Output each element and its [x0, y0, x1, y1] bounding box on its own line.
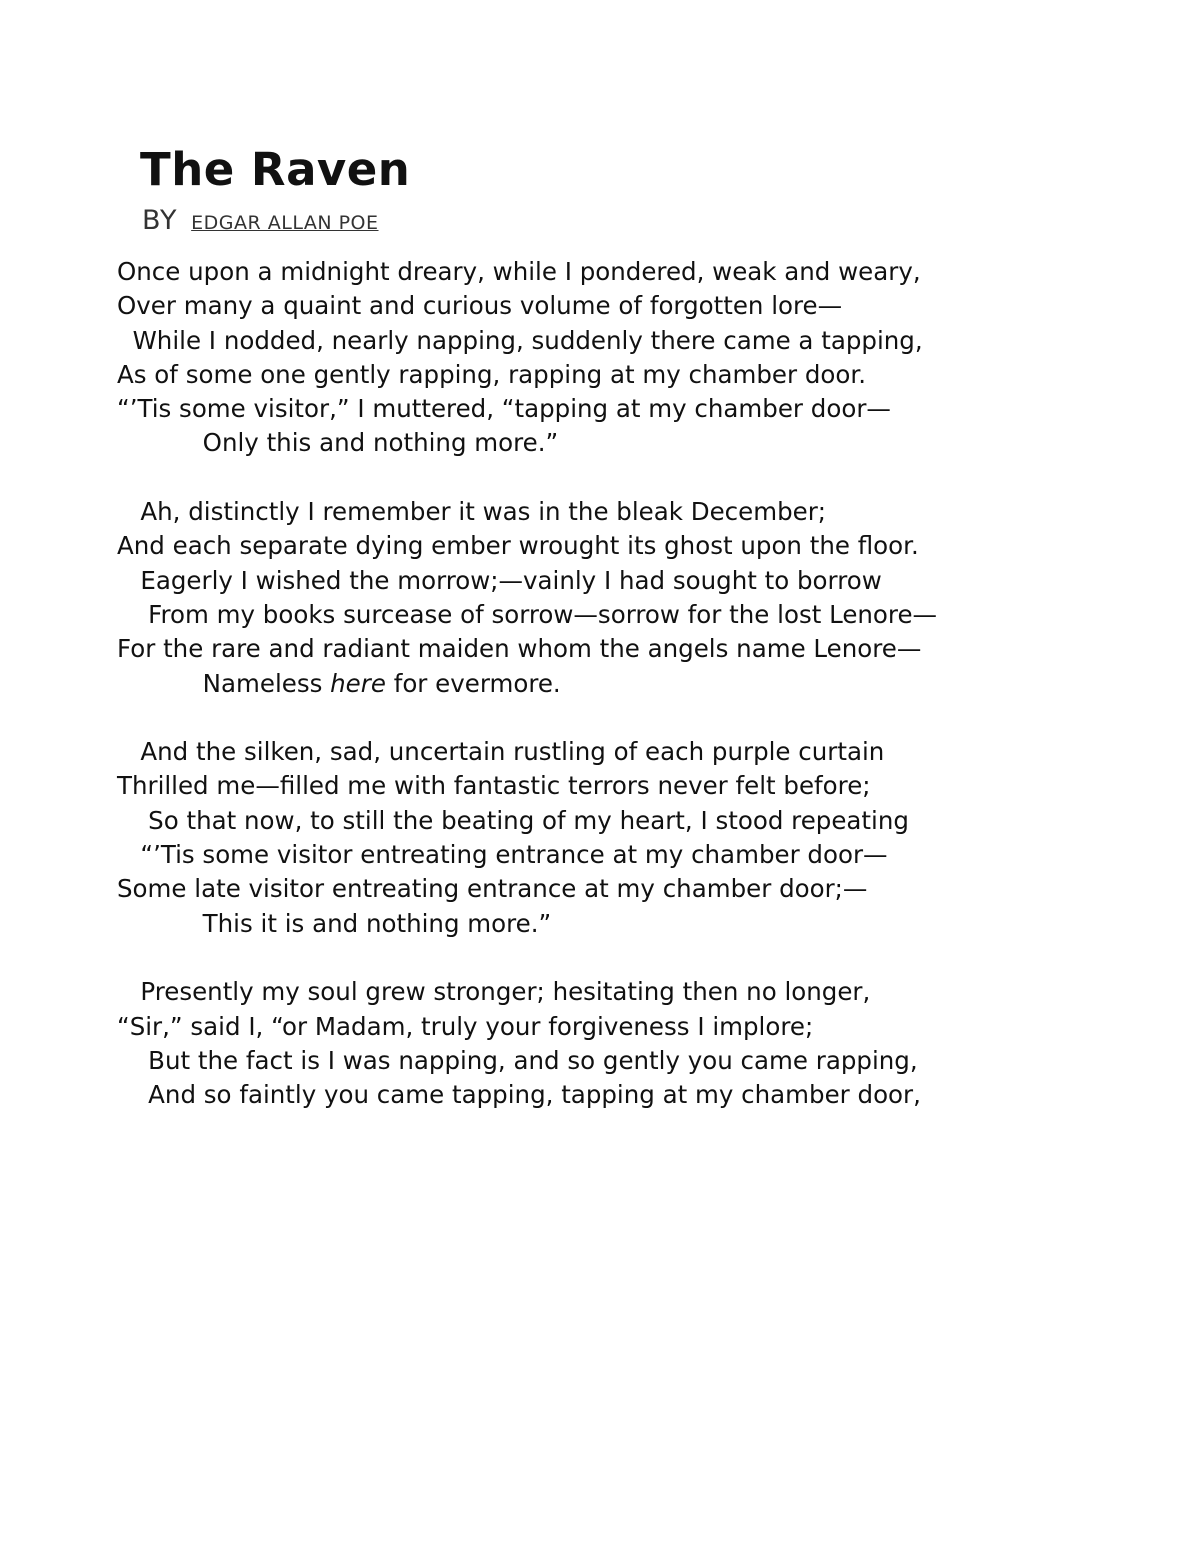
poem-line: Thrilled me—filled me with fantastic terrors never felt before;: [117, 771, 871, 801]
poem-line: “’Tis some visitor,” I muttered, “tapping at my chamber door—: [117, 394, 891, 424]
poem-line: Only this and nothing more.”: [117, 428, 559, 458]
poem-title: The Raven: [140, 143, 411, 196]
stanza: [117, 735, 1057, 941]
poem-line: [117, 667, 1057, 701]
stanza-break: [117, 941, 1057, 975]
poem-line: From my books surcease of sorrow—sorrow for the lost Lenore—: [117, 599, 938, 629]
emphasis-text: here: [330, 668, 386, 698]
poem-line: Once upon a midnight dreary, while I pondered, weak and weary,: [117, 257, 921, 286]
poem-body: [117, 255, 1057, 1112]
poem-line: Some late visitor entreating entrance at my chamber door;—: [117, 874, 868, 904]
poem-line: Eagerly I wished the morrow;—vainly I had sought to borrow: [117, 565, 882, 595]
poem-line: But the fact is I was napping, and so gently you came rapping,: [117, 1045, 918, 1075]
poem-line: Presently my soul grew stronger; hesitating then no longer,: [117, 977, 871, 1007]
poem-line: “Sir,” said I, “or Madam, truly your forgiveness I implore;: [117, 1011, 814, 1041]
poem-line: Over many a quaint and curious volume of forgotten lore—: [117, 291, 843, 321]
author-link[interactable]: EDGAR ALLAN POE: [191, 212, 379, 234]
poem-line: And each separate dying ember wrought its ghost upon the floor.: [117, 531, 919, 561]
poem-line: “’Tis some visitor entreating entrance at my chamber door—: [117, 840, 888, 870]
stanza: [117, 975, 1057, 1112]
byline-prefix: BY: [142, 205, 178, 236]
byline: [142, 204, 379, 240]
poem-line: And the silken, sad, uncertain rustling of each purple curtain: [117, 737, 885, 767]
poem-line: And so faintly you came tapping, tapping at my chamber door,: [117, 1080, 921, 1110]
poem-line: So that now, to still the beating of my heart, I stood repeating: [117, 805, 909, 835]
poem-line: This it is and nothing more.”: [117, 908, 552, 938]
stanza-break: [117, 461, 1057, 495]
poem-line: As of some one gently rapping, rapping at my chamber door.: [117, 359, 867, 389]
line-segment: Nameless: [117, 668, 331, 698]
stanza: [117, 495, 1057, 701]
poem-line: For the rare and radiant maiden whom the angels name Lenore—: [117, 634, 922, 664]
stanza-break: [117, 701, 1057, 735]
poem-line: While I nodded, nearly napping, suddenly there came a tapping,: [117, 325, 923, 355]
stanza: [117, 255, 1057, 461]
poem-line: Ah, distinctly I remember it was in the bleak December;: [117, 497, 827, 527]
line-segment: for evermore.: [385, 668, 561, 698]
